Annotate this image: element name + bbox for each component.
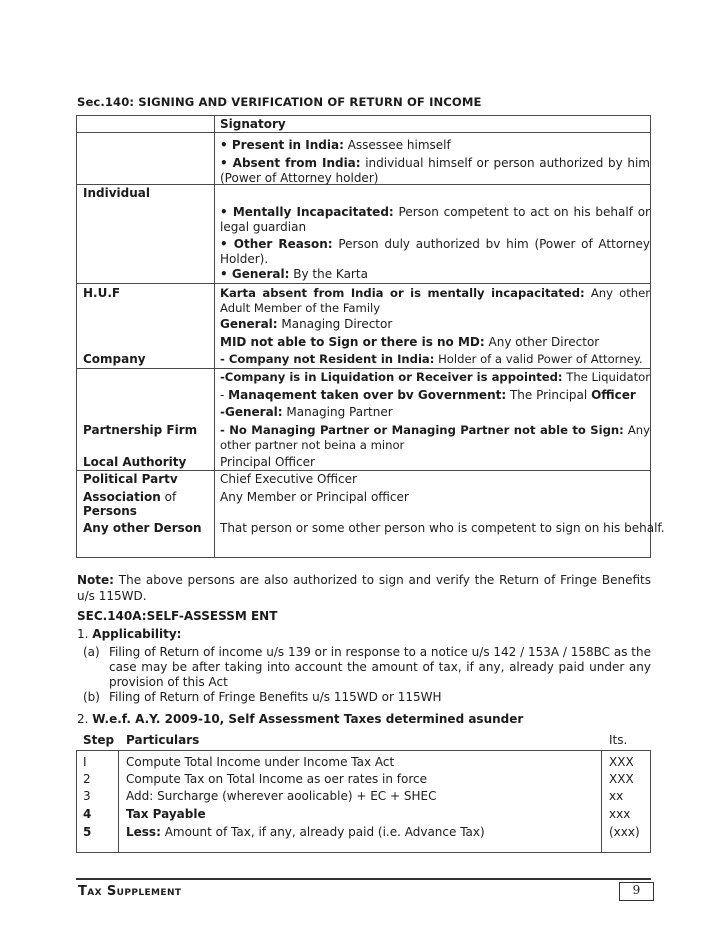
- table-row-particulars: Compute Tax on Total Income as oer rates in force: [126, 772, 428, 786]
- sub-a-text: Filing of Return of income u/s 139 or in response to a notice u/s 142 / 153A / 158BC as the case may be after taking into account the amount of tax, if any, already paid under any provision of this Act: [109, 645, 651, 689]
- section-140-title: Sec.140: SIGNING AND VERIFICATION OF RETURN OF INCOME: [77, 95, 482, 109]
- table-row-amount: XXX: [609, 755, 634, 769]
- other-person-label: Any other Derson: [83, 521, 202, 535]
- sub-b-text: Filing of Return of Fringe Benefits u/s 115WD or 115WH: [109, 690, 442, 704]
- association-label-persons: Persons: [83, 504, 137, 518]
- company-liquidation: -Company is in Liquidation or Receiver is appointed: The Liquidator: [220, 370, 650, 384]
- other-person-value: That person or some other person who is competent to sign on his behalf.: [220, 521, 665, 535]
- table-row-particulars: Tax Payable: [126, 807, 206, 821]
- section-140a-title: SEC.140A:SELF-ASSESSM ENT: [77, 609, 278, 623]
- company-general: -General: Managing Partner: [220, 405, 393, 419]
- table-row-amount: xxx: [609, 807, 631, 821]
- association-label: Association of: [83, 490, 177, 504]
- huf-karta: Karta absent from India or is mentally incapacitated: Any other Adult Member of the Family: [220, 286, 650, 315]
- local-authority-value: Principal Officer: [220, 455, 315, 469]
- table-row-amount: (xxx): [609, 825, 640, 839]
- individual-absent: • Absent from India: individual himself or person authorized by him (Power of Attorney holder): [220, 156, 650, 185]
- sub-a-num: (a): [83, 645, 100, 659]
- table-header-amount: Its.: [609, 733, 628, 747]
- page-number: 9: [632, 883, 641, 897]
- table-header-step: Step: [83, 733, 115, 747]
- table-row-amount: XXX: [609, 772, 634, 786]
- note-text: Note: The above persons are also authorized to sign and verify the Return of Fringe Benefits u/s 115WD.: [77, 573, 651, 603]
- footer-label: Tax Supplement: [78, 884, 182, 899]
- huf-label: H.U.F: [83, 286, 121, 300]
- signatory-header: Signatory: [220, 117, 286, 131]
- partnership-no-managing: - No Managing Partner or Managing Partner not able to Sign: Any other partner not beina a minor: [220, 423, 650, 452]
- political-party-value: Chief Executive Officer: [220, 472, 357, 486]
- company-label: Company: [83, 352, 146, 366]
- individual-other: • Other Reason: Person duly authorized bv him (Power of Attorney Holder).: [220, 237, 650, 266]
- table-row-particulars: Compute Total Income under Income Tax Act: [126, 755, 395, 769]
- political-party-label: Political Partv: [83, 472, 178, 486]
- huf-general: General: Managing Director: [220, 317, 393, 331]
- table-row-particulars: Less: Amount of Tax, if any, already paid (i.e. Advance Tax): [126, 825, 485, 839]
- table-row-step: 2: [83, 772, 91, 786]
- huf-mid: MID not able to Sign or there is no MD: Any other Director: [220, 335, 600, 349]
- page-number-box: [619, 882, 654, 901]
- footer-rule: [76, 878, 651, 880]
- table-row-particulars: Add: Surcharge (wherever aoolicable) + EC + SHEC: [126, 789, 437, 803]
- individual-present: • Present in India: Assessee himself: [220, 138, 451, 152]
- local-authority-label: Local Authority: [83, 455, 187, 469]
- partnership-label: Partnership Firm: [83, 423, 198, 437]
- company-not-resident: - Company not Resident in India: Holder of a valid Power of Attorney.: [220, 352, 643, 366]
- individual-label: Individual: [83, 186, 150, 200]
- applicability-heading: 1. Applicability:: [77, 627, 182, 641]
- sub-b-num: (b): [83, 690, 100, 704]
- table-row-step: 5: [83, 825, 92, 839]
- item2-heading: 2. W.e.f. A.Y. 2009-10, Self Assessment Taxes determined asunder: [77, 712, 524, 726]
- individual-mentally: • Mentally Incapacitated: Person competent to act on his behalf or legal guardian: [220, 205, 650, 234]
- table-row-step: 4: [83, 807, 92, 821]
- individual-general: • General: By the Karta: [220, 267, 368, 281]
- association-value: Any Member or Principal officer: [220, 490, 409, 504]
- company-government: - Manaqement taken over bv Government: The Principal Officer: [220, 388, 636, 402]
- table-header-particulars: Particulars: [126, 733, 200, 747]
- table-row-amount: xx: [609, 789, 624, 803]
- table-row-step: 3: [83, 789, 91, 803]
- table-row-step: I: [83, 755, 87, 769]
